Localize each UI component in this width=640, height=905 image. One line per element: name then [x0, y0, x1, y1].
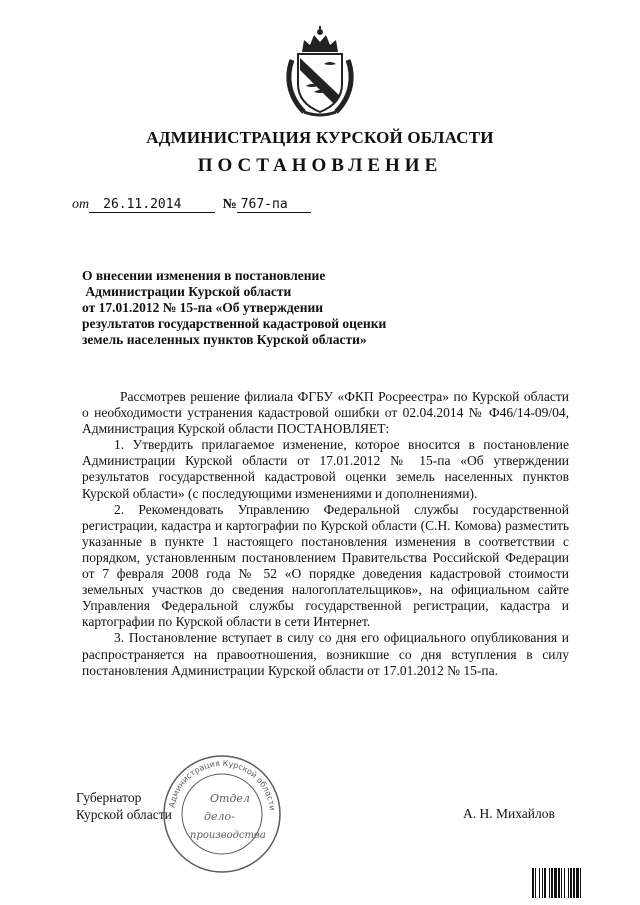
stamp-center-line-1: Отдел	[210, 792, 250, 805]
item-1-paragraph: 1. Утвердить прилагаемое изменение, которое вносится в постановление Администрации Курской области от 17.01.2012 № 15-па «Об утверждении результатов государственной кадастровой оценки земель населенных пунктов Курской области» (с последующими изменениями и дополнениями).	[82, 437, 569, 501]
barcode-icon	[532, 868, 626, 898]
signatory-name: А. Н. Михайлов	[463, 806, 555, 821]
document-subject	[82, 268, 386, 348]
item-2-paragraph: 2. Рекомендовать Управлению Федеральной службы государственной регистрации, кадастра и картографии по Курской области (С.Н. Комова) разместить указанные в пункте 1 настоящего постановления изменения в соответствии с порядком, установленным постановлением Правительства Российской Федерации от 7 февраля 2008 года № 52 «О порядке доведения кадастровой стоимости земельных участков до сведения налогоплательщиков», на официальном сайте Управления Федеральной службы государственной регистрации, кадастра и картографии по Курской области в сети Интернет.	[82, 501, 569, 630]
date-prefix: от	[72, 197, 90, 212]
signatory-title	[76, 789, 172, 823]
coat-of-arms-icon	[284, 26, 356, 118]
stamp-ring-text: Администрация Курской области	[167, 758, 277, 812]
document-date: 26.11.2014	[89, 197, 215, 213]
document-meta	[72, 197, 311, 213]
subject-line: О внесении изменения в постановление	[82, 268, 326, 283]
subject-line: результатов государственной кадастровой оценки	[82, 316, 387, 331]
stamp-center-line-2: дело-	[204, 810, 235, 823]
stamp-center-line-3: производства	[190, 830, 266, 841]
issuer-title: АДМИНИСТРАЦИЯ КУРСКОЙ ОБЛАСТИ	[146, 128, 494, 147]
document-type: ПОСТАНОВЛЕНИЕ	[197, 155, 443, 176]
subject-line: Администрации Курской области	[82, 284, 292, 299]
document-number: 767-па	[237, 197, 311, 213]
signatory-title-line-1: Губернатор	[76, 790, 142, 805]
subject-line: земель населенных пунктов Курской области»	[82, 332, 367, 347]
preamble-paragraph: Рассмотрев решение филиала ФГБУ «ФКП Росреестра» по Курской области о необходимости устранения кадастровой ошибки от 02.04.2014 № Ф46/14-09/04, Администрация Курской области ПОСТАНОВЛЯЕТ:	[82, 389, 569, 437]
office-stamp	[160, 752, 284, 876]
subject-line: от 17.01.2012 № 15-па «Об утверждении	[82, 300, 324, 315]
number-prefix: №	[222, 197, 237, 212]
document-body	[82, 389, 569, 679]
item-3-paragraph: 3. Постановление вступает в силу со дня его официального опубликования и распространяется на правоотношения, возникшие со дня вступления в силу постановления Администрации Курской области от 17.01.2012 № 15-па.	[82, 630, 569, 678]
signatory-title-line-2: Курской области	[76, 807, 172, 822]
